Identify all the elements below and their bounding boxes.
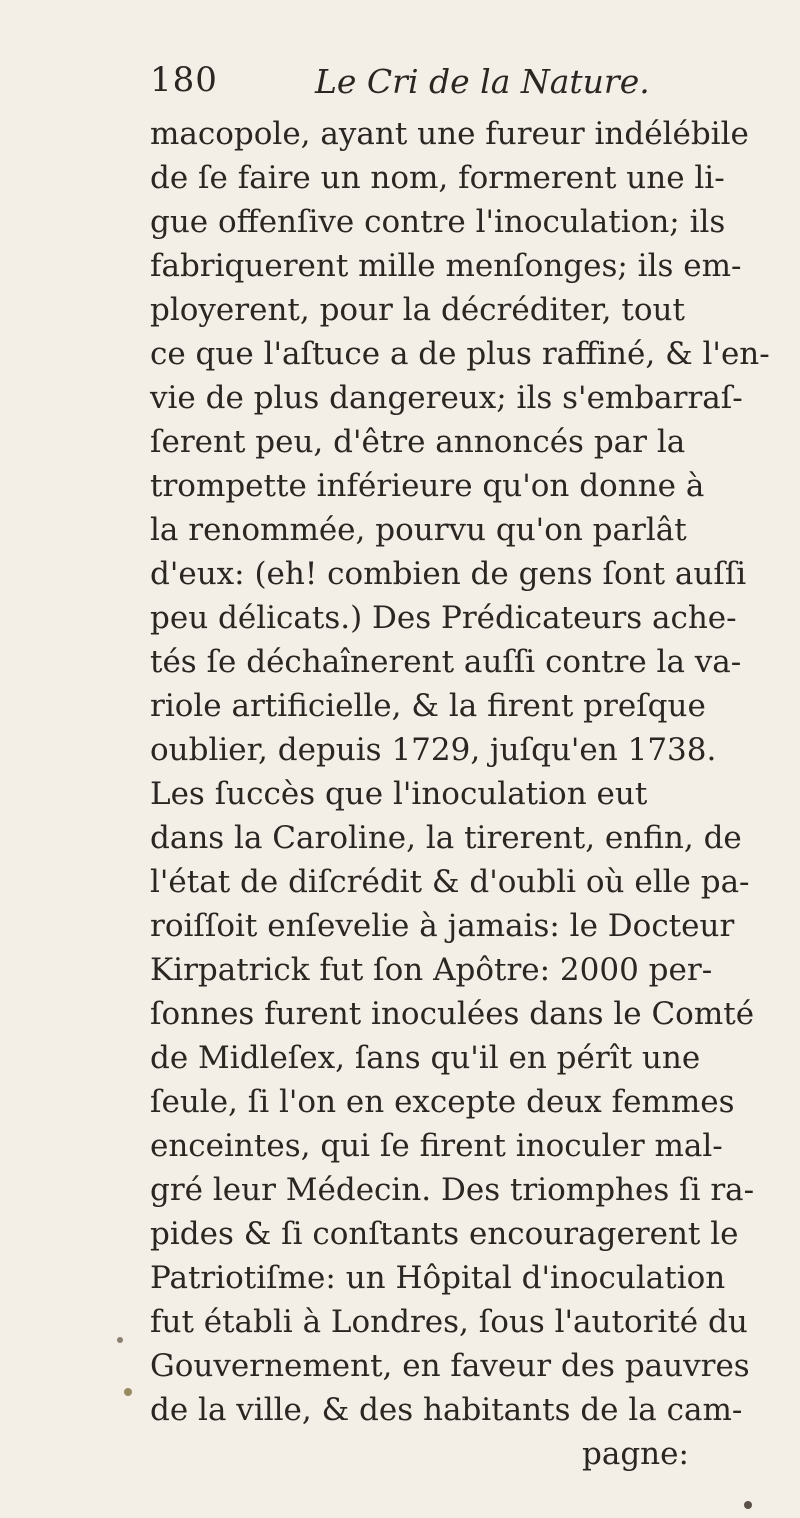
text-line: Gouvernement, en faveur des pauvres: [150, 1348, 750, 1384]
ink-speck: [744, 1501, 752, 1509]
text-line: riole artificielle, & la firent preſque: [150, 688, 706, 724]
text-line: l'état de diſcrédit & d'oubli où elle pa-: [150, 864, 750, 900]
ink-speck: [124, 1388, 132, 1396]
text-line: gue offenſive contre l'inoculation; ils: [150, 204, 726, 240]
text-line: tés ſe déchaînerent auſſi contre la va-: [150, 644, 742, 680]
text-line: Kirpatrick fut ſon Apôtre: 2000 per-: [150, 952, 713, 988]
running-title: Le Cri de la Nature.: [315, 62, 650, 101]
text-line: roiſſoit enſevelie à jamais: le Docteur: [150, 908, 735, 944]
text-line: d'eux: (eh! combien de gens ſont auſſi: [150, 556, 747, 592]
text-line: fut établi à Londres, ſous l'autorité du: [150, 1304, 748, 1340]
text-line: ce que l'aſtuce a de plus raffiné, & l'en-: [150, 336, 770, 372]
text-line: Les ſuccès que l'inoculation eut: [150, 776, 648, 812]
text-line: ſeule, ſi l'on en excepte deux femmes: [150, 1084, 735, 1120]
text-line: peu délicats.) Des Prédicateurs ache-: [150, 600, 737, 636]
text-line: de la ville, & des habitants de la cam-: [150, 1392, 743, 1428]
text-line: fabriquerent mille menſonges; ils em-: [150, 248, 742, 284]
text-line: ſerent peu, d'être annoncés par la: [150, 424, 686, 460]
body-text: [150, 112, 790, 1476]
text-line: dans la Caroline, la tirerent, enfin, de: [150, 820, 742, 856]
text-line: enceintes, qui ſe firent inoculer mal-: [150, 1128, 723, 1164]
text-line: pagne:: [582, 1436, 689, 1472]
text-line: pides & ſi conſtants encouragerent le: [150, 1216, 739, 1252]
text-line: gré leur Médecin. Des triomphes ſi ra-: [150, 1172, 755, 1208]
page-number: 180: [150, 60, 218, 100]
text-line: ployerent, pour la décréditer, tout: [150, 292, 685, 328]
text-line: de Midleſex, ſans qu'il en pérît une: [150, 1040, 701, 1076]
text-line: oublier, depuis 1729, juſqu'en 1738.: [150, 732, 717, 768]
text-line: ſonnes furent inoculées dans le Comté: [150, 996, 755, 1032]
text-line: la renommée, pourvu qu'on parlât: [150, 512, 687, 548]
text-line: Patriotiſme: un Hôpital d'inoculation: [150, 1260, 726, 1296]
text-line: vie de plus dangereux; ils s'embarraſ-: [150, 380, 743, 416]
text-line: de ſe faire un nom, formerent une li-: [150, 160, 725, 196]
page-header: [150, 60, 750, 106]
text-line: macopole, ayant une fureur indélébile: [150, 116, 749, 152]
text-line: trompette inférieure qu'on donne à: [150, 468, 705, 504]
ink-speck: [117, 1337, 123, 1343]
